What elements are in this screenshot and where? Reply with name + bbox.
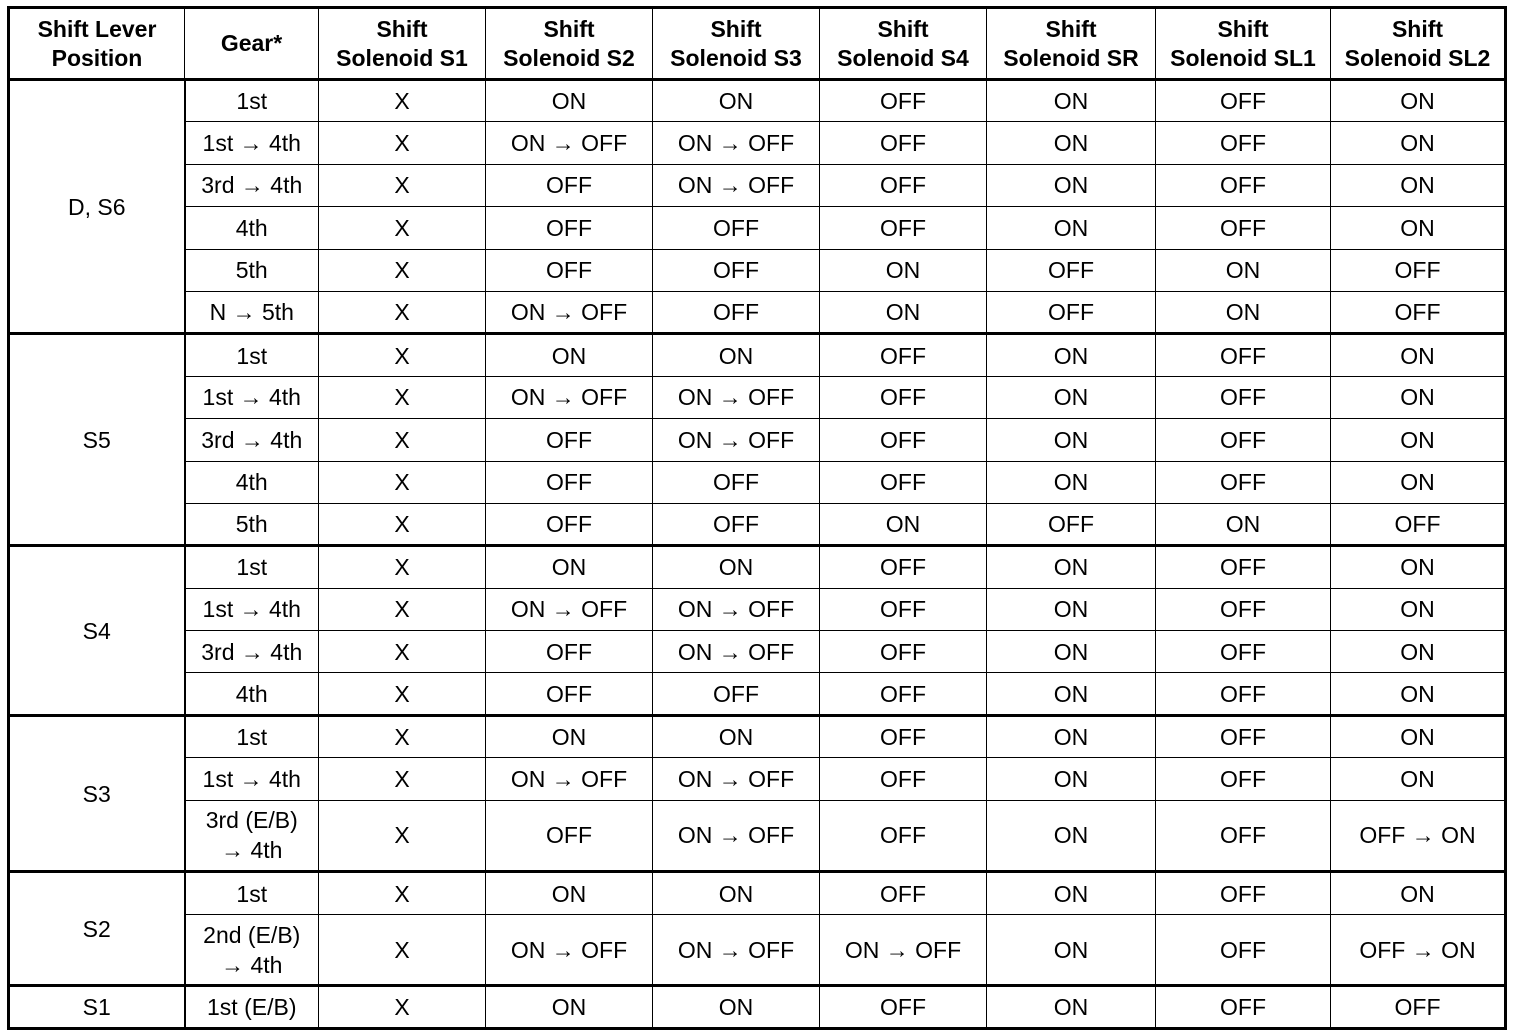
- solenoid-sl1-cell: OFF: [1156, 631, 1331, 673]
- solenoid-s2-cell: ON → OFF: [486, 291, 653, 333]
- solenoid-s2-cell: OFF: [486, 207, 653, 249]
- solenoid-s3-cell: ON → OFF: [653, 588, 820, 630]
- solenoid-s4-cell: OFF: [820, 631, 987, 673]
- solenoid-sl1-cell: OFF: [1156, 334, 1331, 376]
- solenoid-sr-cell: ON: [987, 673, 1156, 715]
- gear-cell: 1st: [185, 334, 319, 376]
- solenoid-s4-cell: OFF: [820, 986, 987, 1029]
- solenoid-s3-cell: OFF: [653, 291, 820, 333]
- table-row: [9, 376, 1506, 418]
- solenoid-sr-cell: ON: [987, 80, 1156, 122]
- header-solenoid-sl2: Shift Solenoid SL2: [1331, 8, 1506, 80]
- table-row: [9, 461, 1506, 503]
- solenoid-sr-cell: OFF: [987, 291, 1156, 333]
- solenoid-s3-cell: ON → OFF: [653, 631, 820, 673]
- solenoid-sl1-cell: OFF: [1156, 207, 1331, 249]
- header-solenoid-s2: Shift Solenoid S2: [486, 8, 653, 80]
- solenoid-sr-cell: ON: [987, 334, 1156, 376]
- solenoid-sl2-cell: ON: [1331, 419, 1506, 461]
- solenoid-s2-cell: ON: [486, 546, 653, 588]
- solenoid-s2-cell: ON: [486, 80, 653, 122]
- header-shift-lever-position: Shift Lever Position: [9, 8, 185, 80]
- solenoid-s1-cell: X: [319, 80, 486, 122]
- table-row: [9, 164, 1506, 206]
- gear-cell: 1st → 4th: [185, 588, 319, 630]
- header-solenoid-s1: Shift Solenoid S1: [319, 8, 486, 80]
- gear-cell: 1st: [185, 872, 319, 914]
- solenoid-sl1-cell: ON: [1156, 291, 1331, 333]
- solenoid-sl2-cell: ON: [1331, 715, 1506, 757]
- solenoid-s1-cell: X: [319, 715, 486, 757]
- table-row: [9, 419, 1506, 461]
- solenoid-s1-cell: X: [319, 249, 486, 291]
- solenoid-s2-cell: ON → OFF: [486, 122, 653, 164]
- solenoid-s3-cell: OFF: [653, 673, 820, 715]
- solenoid-s4-cell: OFF: [820, 419, 987, 461]
- table-row: [9, 334, 1506, 376]
- solenoid-s4-cell: OFF: [820, 122, 987, 164]
- gear-cell: 3rd → 4th: [185, 164, 319, 206]
- table-row: [9, 986, 1506, 1029]
- table-row: [9, 207, 1506, 249]
- header-solenoid-sl1: Shift Solenoid SL1: [1156, 8, 1331, 80]
- solenoid-s2-cell: ON: [486, 986, 653, 1029]
- gear-cell: 1st → 4th: [185, 376, 319, 418]
- solenoid-s4-cell: OFF: [820, 758, 987, 800]
- solenoid-s3-cell: ON → OFF: [653, 376, 820, 418]
- solenoid-sl2-cell: OFF: [1331, 503, 1506, 545]
- solenoid-s2-cell: ON: [486, 715, 653, 757]
- solenoid-s1-cell: X: [319, 914, 486, 986]
- table-row: [9, 631, 1506, 673]
- solenoid-sl1-cell: OFF: [1156, 376, 1331, 418]
- solenoid-sl1-cell: OFF: [1156, 122, 1331, 164]
- table-row: [9, 249, 1506, 291]
- solenoid-sl2-cell: OFF: [1331, 249, 1506, 291]
- gear-cell: 3rd → 4th: [185, 419, 319, 461]
- gear-cell: 4th: [185, 673, 319, 715]
- solenoid-s3-cell: ON → OFF: [653, 914, 820, 986]
- solenoid-sl2-cell: ON: [1331, 588, 1506, 630]
- gear-cell: 5th: [185, 249, 319, 291]
- solenoid-s4-cell: OFF: [820, 164, 987, 206]
- solenoid-s1-cell: X: [319, 673, 486, 715]
- solenoid-s4-cell: OFF: [820, 334, 987, 376]
- table-row: [9, 872, 1506, 914]
- solenoid-s1-cell: X: [319, 334, 486, 376]
- table-row: [9, 715, 1506, 757]
- solenoid-sl1-cell: OFF: [1156, 419, 1331, 461]
- solenoid-sr-cell: ON: [987, 800, 1156, 872]
- gear-cell: 1st (E/B): [185, 986, 319, 1029]
- solenoid-s2-cell: OFF: [486, 164, 653, 206]
- solenoid-sr-cell: OFF: [987, 503, 1156, 545]
- solenoid-sl2-cell: ON: [1331, 80, 1506, 122]
- solenoid-sr-cell: ON: [987, 376, 1156, 418]
- solenoid-s4-cell: OFF: [820, 80, 987, 122]
- solenoid-s4-cell: OFF: [820, 461, 987, 503]
- solenoid-s4-cell: OFF: [820, 588, 987, 630]
- solenoid-s3-cell: OFF: [653, 207, 820, 249]
- solenoid-sl2-cell: ON: [1331, 461, 1506, 503]
- solenoid-sl1-cell: OFF: [1156, 673, 1331, 715]
- table-row: [9, 291, 1506, 333]
- solenoid-s3-cell: ON: [653, 546, 820, 588]
- solenoid-s1-cell: X: [319, 631, 486, 673]
- solenoid-s4-cell: ON: [820, 291, 987, 333]
- solenoid-s3-cell: ON → OFF: [653, 122, 820, 164]
- table-row: [9, 800, 1506, 872]
- solenoid-sr-cell: ON: [987, 207, 1156, 249]
- gear-cell: 2nd (E/B) → 4th: [185, 914, 319, 986]
- solenoid-sr-cell: ON: [987, 461, 1156, 503]
- solenoid-s3-cell: OFF: [653, 503, 820, 545]
- solenoid-s2-cell: OFF: [486, 631, 653, 673]
- solenoid-s1-cell: X: [319, 207, 486, 249]
- shift-lever-position-cell: D, S6: [9, 80, 185, 334]
- solenoid-sr-cell: OFF: [987, 249, 1156, 291]
- solenoid-s2-cell: OFF: [486, 503, 653, 545]
- solenoid-sl1-cell: OFF: [1156, 986, 1331, 1029]
- shift-lever-position-cell: S1: [9, 986, 185, 1029]
- table-row: [9, 503, 1506, 545]
- solenoid-operation-table: [7, 6, 1507, 1030]
- solenoid-sl2-cell: OFF: [1331, 986, 1506, 1029]
- solenoid-sl2-cell: ON: [1331, 207, 1506, 249]
- gear-cell: 1st → 4th: [185, 758, 319, 800]
- solenoid-s3-cell: OFF: [653, 461, 820, 503]
- solenoid-s1-cell: X: [319, 419, 486, 461]
- shift-lever-position-cell: S4: [9, 546, 185, 716]
- solenoid-s1-cell: X: [319, 800, 486, 872]
- shift-lever-position-cell: S2: [9, 872, 185, 986]
- solenoid-s3-cell: ON: [653, 80, 820, 122]
- solenoid-s3-cell: ON: [653, 872, 820, 914]
- header-row: [9, 8, 1506, 80]
- gear-cell: 5th: [185, 503, 319, 545]
- shift-lever-position-cell: S3: [9, 715, 185, 871]
- solenoid-s2-cell: ON: [486, 334, 653, 376]
- solenoid-sl1-cell: OFF: [1156, 914, 1331, 986]
- solenoid-sr-cell: ON: [987, 872, 1156, 914]
- gear-cell: 1st → 4th: [185, 122, 319, 164]
- solenoid-s1-cell: X: [319, 164, 486, 206]
- solenoid-s2-cell: OFF: [486, 673, 653, 715]
- solenoid-s4-cell: ON: [820, 249, 987, 291]
- solenoid-s2-cell: ON → OFF: [486, 376, 653, 418]
- solenoid-s2-cell: ON: [486, 872, 653, 914]
- gear-cell: 4th: [185, 461, 319, 503]
- solenoid-s4-cell: ON: [820, 503, 987, 545]
- table-row: [9, 546, 1506, 588]
- solenoid-sl1-cell: OFF: [1156, 800, 1331, 872]
- solenoid-sl1-cell: OFF: [1156, 461, 1331, 503]
- solenoid-s1-cell: X: [319, 588, 486, 630]
- solenoid-sl2-cell: ON: [1331, 673, 1506, 715]
- solenoid-sr-cell: ON: [987, 914, 1156, 986]
- solenoid-s3-cell: OFF: [653, 249, 820, 291]
- solenoid-s4-cell: ON → OFF: [820, 914, 987, 986]
- solenoid-sl1-cell: ON: [1156, 249, 1331, 291]
- solenoid-s2-cell: OFF: [486, 419, 653, 461]
- gear-cell: 3rd (E/B) → 4th: [185, 800, 319, 872]
- solenoid-s4-cell: OFF: [820, 546, 987, 588]
- solenoid-s3-cell: ON: [653, 986, 820, 1029]
- solenoid-sl2-cell: ON: [1331, 872, 1506, 914]
- solenoid-sr-cell: ON: [987, 758, 1156, 800]
- solenoid-s3-cell: ON → OFF: [653, 419, 820, 461]
- solenoid-s4-cell: OFF: [820, 800, 987, 872]
- header-gear: Gear*: [185, 8, 319, 80]
- solenoid-sr-cell: ON: [987, 588, 1156, 630]
- solenoid-s4-cell: OFF: [820, 673, 987, 715]
- table-row: [9, 758, 1506, 800]
- solenoid-sl1-cell: OFF: [1156, 872, 1331, 914]
- solenoid-sl2-cell: ON: [1331, 376, 1506, 418]
- gear-cell: 1st: [185, 715, 319, 757]
- solenoid-sr-cell: ON: [987, 122, 1156, 164]
- solenoid-sr-cell: ON: [987, 164, 1156, 206]
- solenoid-s1-cell: X: [319, 461, 486, 503]
- solenoid-s1-cell: X: [319, 986, 486, 1029]
- gear-cell: 3rd → 4th: [185, 631, 319, 673]
- solenoid-sl2-cell: ON: [1331, 164, 1506, 206]
- solenoid-sl2-cell: ON: [1331, 122, 1506, 164]
- solenoid-sr-cell: ON: [987, 546, 1156, 588]
- solenoid-sl1-cell: OFF: [1156, 588, 1331, 630]
- solenoid-s1-cell: X: [319, 546, 486, 588]
- solenoid-s4-cell: OFF: [820, 872, 987, 914]
- table-row: [9, 673, 1506, 715]
- gear-cell: 4th: [185, 207, 319, 249]
- solenoid-sl1-cell: OFF: [1156, 546, 1331, 588]
- solenoid-sl2-cell: OFF: [1331, 291, 1506, 333]
- solenoid-s4-cell: OFF: [820, 207, 987, 249]
- solenoid-s1-cell: X: [319, 122, 486, 164]
- gear-cell: N → 5th: [185, 291, 319, 333]
- solenoid-sl2-cell: ON: [1331, 758, 1506, 800]
- solenoid-sl2-cell: ON: [1331, 631, 1506, 673]
- solenoid-s1-cell: X: [319, 758, 486, 800]
- solenoid-sl2-cell: ON: [1331, 546, 1506, 588]
- shift-lever-position-cell: S5: [9, 334, 185, 546]
- solenoid-sr-cell: ON: [987, 986, 1156, 1029]
- table-row: [9, 914, 1506, 986]
- gear-cell: 1st: [185, 546, 319, 588]
- table-row: [9, 80, 1506, 122]
- header-solenoid-sr: Shift Solenoid SR: [987, 8, 1156, 80]
- solenoid-sl1-cell: OFF: [1156, 758, 1331, 800]
- solenoid-s2-cell: ON → OFF: [486, 758, 653, 800]
- header-solenoid-s3: Shift Solenoid S3: [653, 8, 820, 80]
- solenoid-sl1-cell: OFF: [1156, 715, 1331, 757]
- solenoid-sl2-cell: OFF → ON: [1331, 914, 1506, 986]
- solenoid-s3-cell: ON → OFF: [653, 758, 820, 800]
- solenoid-s2-cell: OFF: [486, 800, 653, 872]
- solenoid-sl2-cell: OFF → ON: [1331, 800, 1506, 872]
- solenoid-s1-cell: X: [319, 376, 486, 418]
- solenoid-s4-cell: OFF: [820, 715, 987, 757]
- solenoid-s3-cell: ON: [653, 715, 820, 757]
- solenoid-sl1-cell: ON: [1156, 503, 1331, 545]
- solenoid-s1-cell: X: [319, 503, 486, 545]
- solenoid-s4-cell: OFF: [820, 376, 987, 418]
- solenoid-sl1-cell: OFF: [1156, 164, 1331, 206]
- table-row: [9, 588, 1506, 630]
- solenoid-sl1-cell: OFF: [1156, 80, 1331, 122]
- solenoid-s3-cell: ON: [653, 334, 820, 376]
- solenoid-s2-cell: OFF: [486, 461, 653, 503]
- solenoid-s1-cell: X: [319, 872, 486, 914]
- solenoid-s2-cell: ON → OFF: [486, 914, 653, 986]
- table-body: [9, 80, 1506, 1029]
- solenoid-s1-cell: X: [319, 291, 486, 333]
- solenoid-sl2-cell: ON: [1331, 334, 1506, 376]
- solenoid-sr-cell: ON: [987, 631, 1156, 673]
- table-row: [9, 122, 1506, 164]
- solenoid-s2-cell: ON → OFF: [486, 588, 653, 630]
- solenoid-s3-cell: ON → OFF: [653, 164, 820, 206]
- gear-cell: 1st: [185, 80, 319, 122]
- solenoid-sr-cell: ON: [987, 715, 1156, 757]
- solenoid-sr-cell: ON: [987, 419, 1156, 461]
- solenoid-s3-cell: ON → OFF: [653, 800, 820, 872]
- solenoid-s2-cell: OFF: [486, 249, 653, 291]
- header-solenoid-s4: Shift Solenoid S4: [820, 8, 987, 80]
